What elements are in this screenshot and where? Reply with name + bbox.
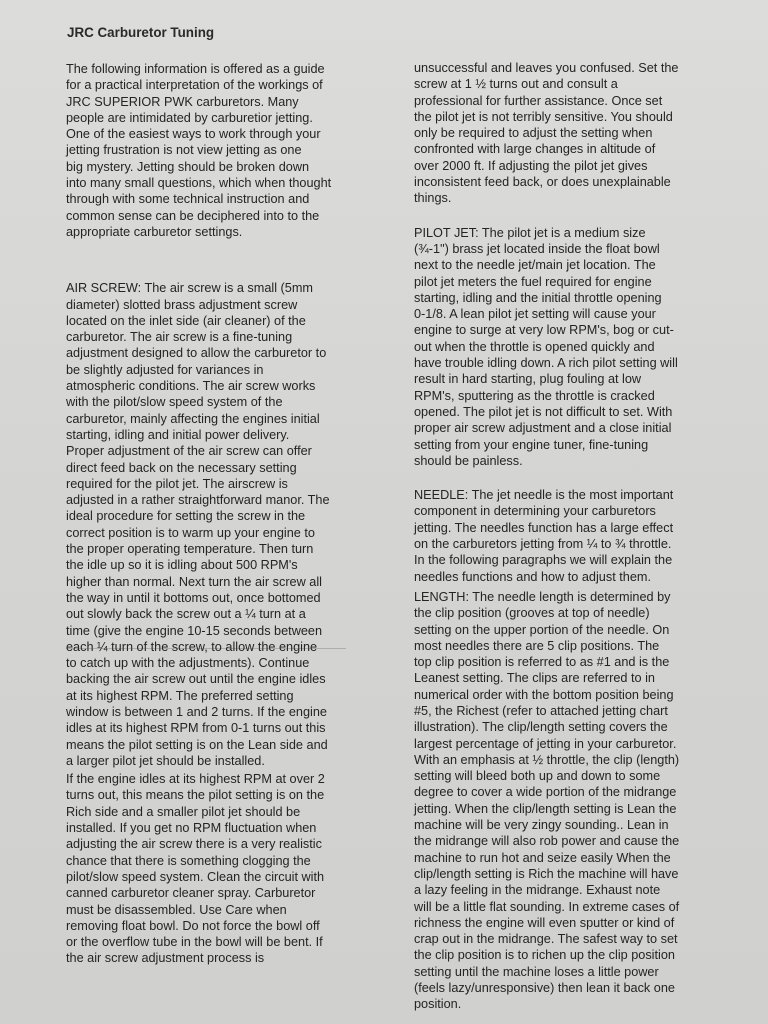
air-screw-paragraph: AIR SCREW: The air screw is a small (5mm diameter) slotted brass adjustment screw located on the inlet side (air cleaner) of the carburetor. The air screw is a fine-tuning adjustment designed to allow the carburetor to be slightly adjusted for variances in atmospheric conditions. The air screw works with the pilot/slow speed system of the carburetor, mainly affecting the engines initial starting, idling and initial power delivery. Proper adjustment of the air screw can offer direct feed back on the necessary setting required for the pilot jet. The airscrew is adjusted in a rather straightforward manor. The ideal procedure for setting the screw in the correct position is to warm up your engine to the proper operating temperature. Then turn the idle up so it is idling about 500 RPM's higher than normal. Next turn the air screw all the way in until it bottoms out, once bottomed out slowly back the screw out a ¼ turn at a time (give the engine 10-15 seconds between each ¼ turn of the screw, to allow the engine to catch up with the adjustments). Continue backing the air screw out until the engine idles at its highest RPM. The preferred setting window is between 1 and 2 turns. If the engine idles at its highest RPM from 0-1 turns out this means the pilot setting is on the Lean side and a larger pilot jet should be installed. — [66, 281, 330, 768]
air-screw-continued-paragraph: If the engine idles at its highest RPM at over 2 turns out, this means the pilot setting is on the Rich side and a smaller pilot jet should be installed. If you get no RPM fluctuation when adjusting the air screw there is a very realistic chance that there is something clogging the pilot/slow speed system. Clean the circuit with canned carburetor cleaner spray. Carburetor must be disassembled. Use Care when removing float bowl. Do not force the bowl off or the overflow tube in the bowl will be bent. If the air screw adjustment process is — [66, 772, 325, 966]
intro-paragraph: The following information is offered as a guide for a practical interpretation of the workings of JRC SUPERIOR PWK carburetors. Many people are intimidated by carburetior jetting. One of the easiest ways to work through your jetting frustration is not view jetting as one big mystery. Jetting should be broken down into many small questions, which when thought through with some technical instruction and common sense can be deciphered into to the appropriate carburetor settings. — [66, 62, 332, 239]
document-title: JRC Carburetor Tuning — [67, 25, 215, 40]
length-paragraph: LENGTH: The needle length is determined by the clip position (grooves at top of needle) setting on the upper portion of the needle. On most needles there are 5 clip positions. The top clip position is referred to as #1 and is the Leanest setting. The clips are referred to in numerical order with the bottom position being #5, the Richest (refer to attached jetting chart illustration). The clip/length setting covers the largest percentage of jetting in your carburetor. With an emphasis at ½ throttle, the clip (length) setting will bleed both up and down to some degree to cover a wide portion of the midrange jetting. When the clip/length setting is Lean the machine will be very zingy sounding.. Lean in the midrange will also rob power and cause the machine to run hot and seize easily When the clip/length setting is Rich the machine will have a lazy feeling in the midrange. Exhaust note will be a little flat sounding. In extreme cases of richness the engine will even sputter or kind of crap out in the midrange. The safest way to set the clip position is to richen up the clip position setting until the machine loses a little power (feels lazy/unresponsive) then lean it back one position. — [414, 589, 680, 1012]
right-column — [414, 60, 714, 1013]
pilot-jet-paragraph: PILOT JET: The pilot jet is a medium size (¾-1") brass jet located inside the float bowl next to the needle jet/main jet location. The pilot jet meters the fuel required for engine starting, idling and the initial throttle opening 0-1/8. A lean pilot jet setting will cause your engine to surge at very low RPM's, bog or cut- out when the throttle is opened quickly and have trouble idling down. A rich pilot setting will result in hard starting, plug fouling at low RPM's, sputtering as the throttle is cracked opened. The pilot jet is not difficult to set. With proper air screw adjustment and a close initial setting from your engine tuner, fine-tuning should be painless. — [414, 225, 678, 468]
left-column — [66, 61, 366, 967]
continuation-paragraph: unsuccessful and leaves you confused. Set the screw at 1 ½ turns out and consult a professional for further assistance. Once set the pilot jet is not terribly sensitive. You should only be required to adjust the setting when confronted with large changes in altitude of over 2000 ft. If adjusting the pilot jet gives inconsistent feed back, or does unexplainable things. — [414, 61, 679, 206]
needle-paragraph: NEEDLE: The jet needle is the most important component in determining your carburetors jetting. The needles function has a large effect on the carburetors jetting from ¼ to ¾ throttle. In the following paragraphs we will explain the needles functions and how to adjust them. — [414, 488, 674, 584]
scan-underline — [66, 648, 346, 649]
